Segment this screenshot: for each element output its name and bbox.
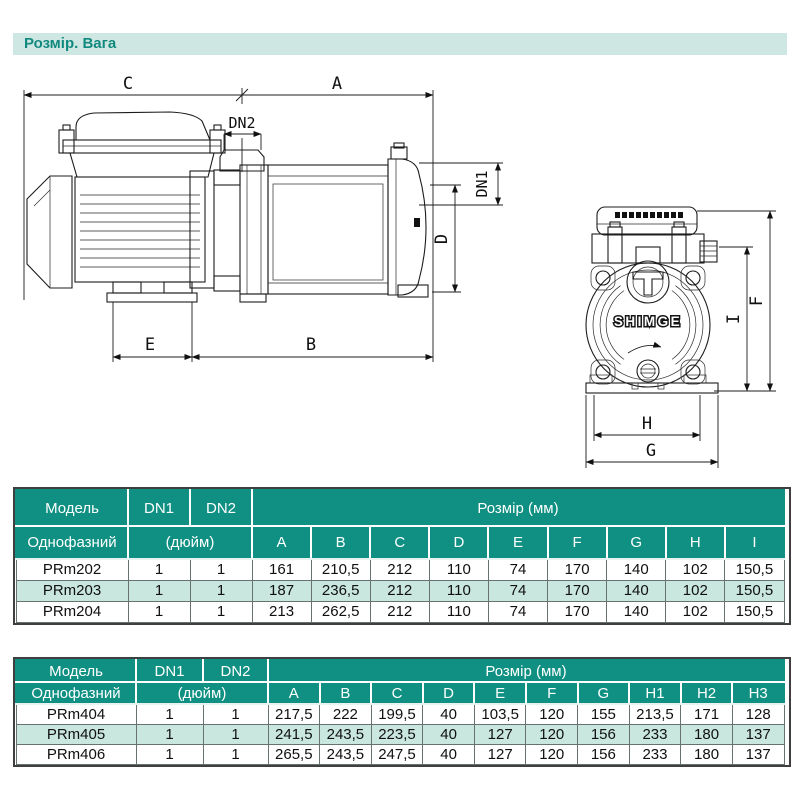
col-header-phase: Однофазний xyxy=(16,682,136,704)
cell-value: 102 xyxy=(666,559,725,580)
cell-dn1: 1 xyxy=(128,559,190,580)
dim-label-h: H xyxy=(641,414,653,434)
cell-value: 212 xyxy=(370,580,429,601)
brand-text: SHIMGE xyxy=(613,314,683,329)
col-header-size-e: E xyxy=(488,526,547,559)
cell-value: 120 xyxy=(526,724,578,744)
dim-label-c: C xyxy=(122,74,134,94)
cell-value: 127 xyxy=(474,744,526,764)
cell-value: 212 xyxy=(370,601,429,622)
cell-dn1: 1 xyxy=(128,601,190,622)
col-header-dn1: DN1 xyxy=(136,660,203,682)
cell-value: 243,5 xyxy=(320,724,372,744)
cell-value: 187 xyxy=(252,580,311,601)
cell-value: 265,5 xyxy=(268,744,320,764)
cell-model: PRm404 xyxy=(16,704,136,724)
cell-value: 161 xyxy=(252,559,311,580)
cell-value: 247,5 xyxy=(371,744,423,764)
col-header-model: Модель xyxy=(16,490,128,526)
fill-plug xyxy=(633,272,663,295)
cell-value: 40 xyxy=(423,724,475,744)
table-subheader-row xyxy=(16,682,784,704)
cell-value: 170 xyxy=(548,580,607,601)
cell-value: 180 xyxy=(681,744,733,764)
cell-dn1: 1 xyxy=(136,744,203,764)
col-header-size-h3: H3 xyxy=(732,682,784,704)
cell-value: 150,5 xyxy=(725,601,784,622)
cell-value: 140 xyxy=(607,559,666,580)
section-title: Розмір. Вага xyxy=(24,35,117,52)
cell-dn2: 1 xyxy=(190,559,252,580)
cell-value: 40 xyxy=(423,744,475,764)
cell-value: 150,5 xyxy=(725,580,784,601)
col-header-model: Модель xyxy=(16,660,136,682)
dim-label-g: G xyxy=(645,441,657,461)
table-header-row xyxy=(16,660,784,682)
dim-label-f: F xyxy=(747,295,767,307)
table-row-prm404 xyxy=(16,704,784,724)
cell-model: PRm203 xyxy=(16,580,128,601)
cell-value: 140 xyxy=(607,580,666,601)
cell-value: 262,5 xyxy=(311,601,370,622)
dim-label-e: E xyxy=(144,335,156,355)
cell-value: 213,5 xyxy=(629,704,681,724)
col-header-size-e: E xyxy=(474,682,526,704)
cell-value: 213 xyxy=(252,601,311,622)
cell-value: 241,5 xyxy=(268,724,320,744)
cell-value: 156 xyxy=(578,724,630,744)
cell-value: 233 xyxy=(629,744,681,764)
dimensions-table xyxy=(15,489,785,623)
col-header-size-i: I xyxy=(725,526,784,559)
dim-label-dn1: DN1 xyxy=(473,170,491,198)
cell-value: 102 xyxy=(666,580,725,601)
col-header-size-a: A xyxy=(268,682,320,704)
cell-dn2: 1 xyxy=(203,744,268,764)
col-header-size-b: B xyxy=(311,526,370,559)
col-header-inch: (дюйм) xyxy=(136,682,268,704)
cell-value: 140 xyxy=(607,601,666,622)
col-header-size: Розмір (мм) xyxy=(252,490,784,526)
section-banner xyxy=(13,33,787,55)
col-header-dn2: DN2 xyxy=(203,660,268,682)
cell-dn1: 1 xyxy=(128,580,190,601)
cell-value: 110 xyxy=(429,559,488,580)
cell-value: 223,5 xyxy=(371,724,423,744)
col-header-size-a: A xyxy=(252,526,311,559)
cell-value: 137 xyxy=(732,744,784,764)
col-header-size-d: D xyxy=(423,682,475,704)
cell-value: 170 xyxy=(548,601,607,622)
cell-value: 212 xyxy=(370,559,429,580)
col-header-size-d: D xyxy=(429,526,488,559)
cell-value: 110 xyxy=(429,580,488,601)
dimension-drawing xyxy=(0,60,800,490)
cell-model: PRm202 xyxy=(16,559,128,580)
vent-grille xyxy=(615,212,683,218)
dim-label-dn2: DN2 xyxy=(228,114,256,132)
cell-value: 233 xyxy=(629,724,681,744)
table-row-prm204 xyxy=(16,601,784,622)
cell-value: 210,5 xyxy=(311,559,370,580)
cell-value: 222 xyxy=(320,704,372,724)
table-row-prm202 xyxy=(16,559,784,580)
col-header-phase: Однофазний xyxy=(16,526,128,559)
cell-dn2: 1 xyxy=(190,601,252,622)
col-header-size: Розмір (мм) xyxy=(268,660,784,682)
cell-value: 236,5 xyxy=(311,580,370,601)
cell-value: 180 xyxy=(681,724,733,744)
dim-label-b: B xyxy=(305,335,317,355)
cell-value: 120 xyxy=(526,704,578,724)
cell-value: 74 xyxy=(488,601,547,622)
dim-label-i: I xyxy=(724,313,744,325)
table-subheader-row xyxy=(16,526,784,559)
dimensions-table xyxy=(15,659,785,765)
cell-value: 137 xyxy=(732,724,784,744)
table-row-prm406 xyxy=(16,744,784,764)
table-prm200-container xyxy=(13,487,791,625)
cell-dn1: 1 xyxy=(136,724,203,744)
col-header-size-c: C xyxy=(371,682,423,704)
drain-plug xyxy=(637,360,659,382)
cell-value: 155 xyxy=(578,704,630,724)
cell-model: PRm406 xyxy=(16,744,136,764)
col-header-dn2: DN2 xyxy=(190,490,252,526)
cell-model: PRm204 xyxy=(16,601,128,622)
col-header-dn1: DN1 xyxy=(128,490,190,526)
cell-value: 127 xyxy=(474,724,526,744)
table-header-row xyxy=(16,490,784,526)
col-header-size-f: F xyxy=(526,682,578,704)
col-header-inch: (дюйм) xyxy=(128,526,252,559)
col-header-size-b: B xyxy=(320,682,372,704)
cell-value: 150,5 xyxy=(725,559,784,580)
col-header-size-h1: H1 xyxy=(629,682,681,704)
cell-value: 128 xyxy=(732,704,784,724)
dim-label-d: D xyxy=(432,233,452,245)
col-header-size-c: C xyxy=(370,526,429,559)
rotation-arrow-icon xyxy=(628,345,661,353)
cell-value: 199,5 xyxy=(371,704,423,724)
col-header-size-g: G xyxy=(607,526,666,559)
cell-model: PRm405 xyxy=(16,724,136,744)
side-view-drawing xyxy=(24,74,503,362)
front-view-drawing xyxy=(586,207,776,468)
cell-value: 102 xyxy=(666,601,725,622)
cell-value: 156 xyxy=(578,744,630,764)
cell-dn2: 1 xyxy=(203,724,268,744)
col-header-size-h2: H2 xyxy=(681,682,733,704)
cell-value: 170 xyxy=(548,559,607,580)
table-prm400-container xyxy=(13,657,791,767)
cell-value: 74 xyxy=(488,559,547,580)
dim-label-a: A xyxy=(331,74,343,94)
table-row-prm203 xyxy=(16,580,784,601)
cell-value: 110 xyxy=(429,601,488,622)
cell-value: 120 xyxy=(526,744,578,764)
cell-dn2: 1 xyxy=(190,580,252,601)
cell-value: 217,5 xyxy=(268,704,320,724)
cell-dn1: 1 xyxy=(136,704,203,724)
cell-value: 40 xyxy=(423,704,475,724)
cell-value: 243,5 xyxy=(320,744,372,764)
cell-value: 103,5 xyxy=(474,704,526,724)
cell-dn2: 1 xyxy=(203,704,268,724)
table-row-prm405 xyxy=(16,724,784,744)
col-header-size-g: G xyxy=(578,682,630,704)
col-header-size-h: H xyxy=(666,526,725,559)
cell-value: 74 xyxy=(488,580,547,601)
col-header-size-f: F xyxy=(548,526,607,559)
cell-value: 171 xyxy=(681,704,733,724)
